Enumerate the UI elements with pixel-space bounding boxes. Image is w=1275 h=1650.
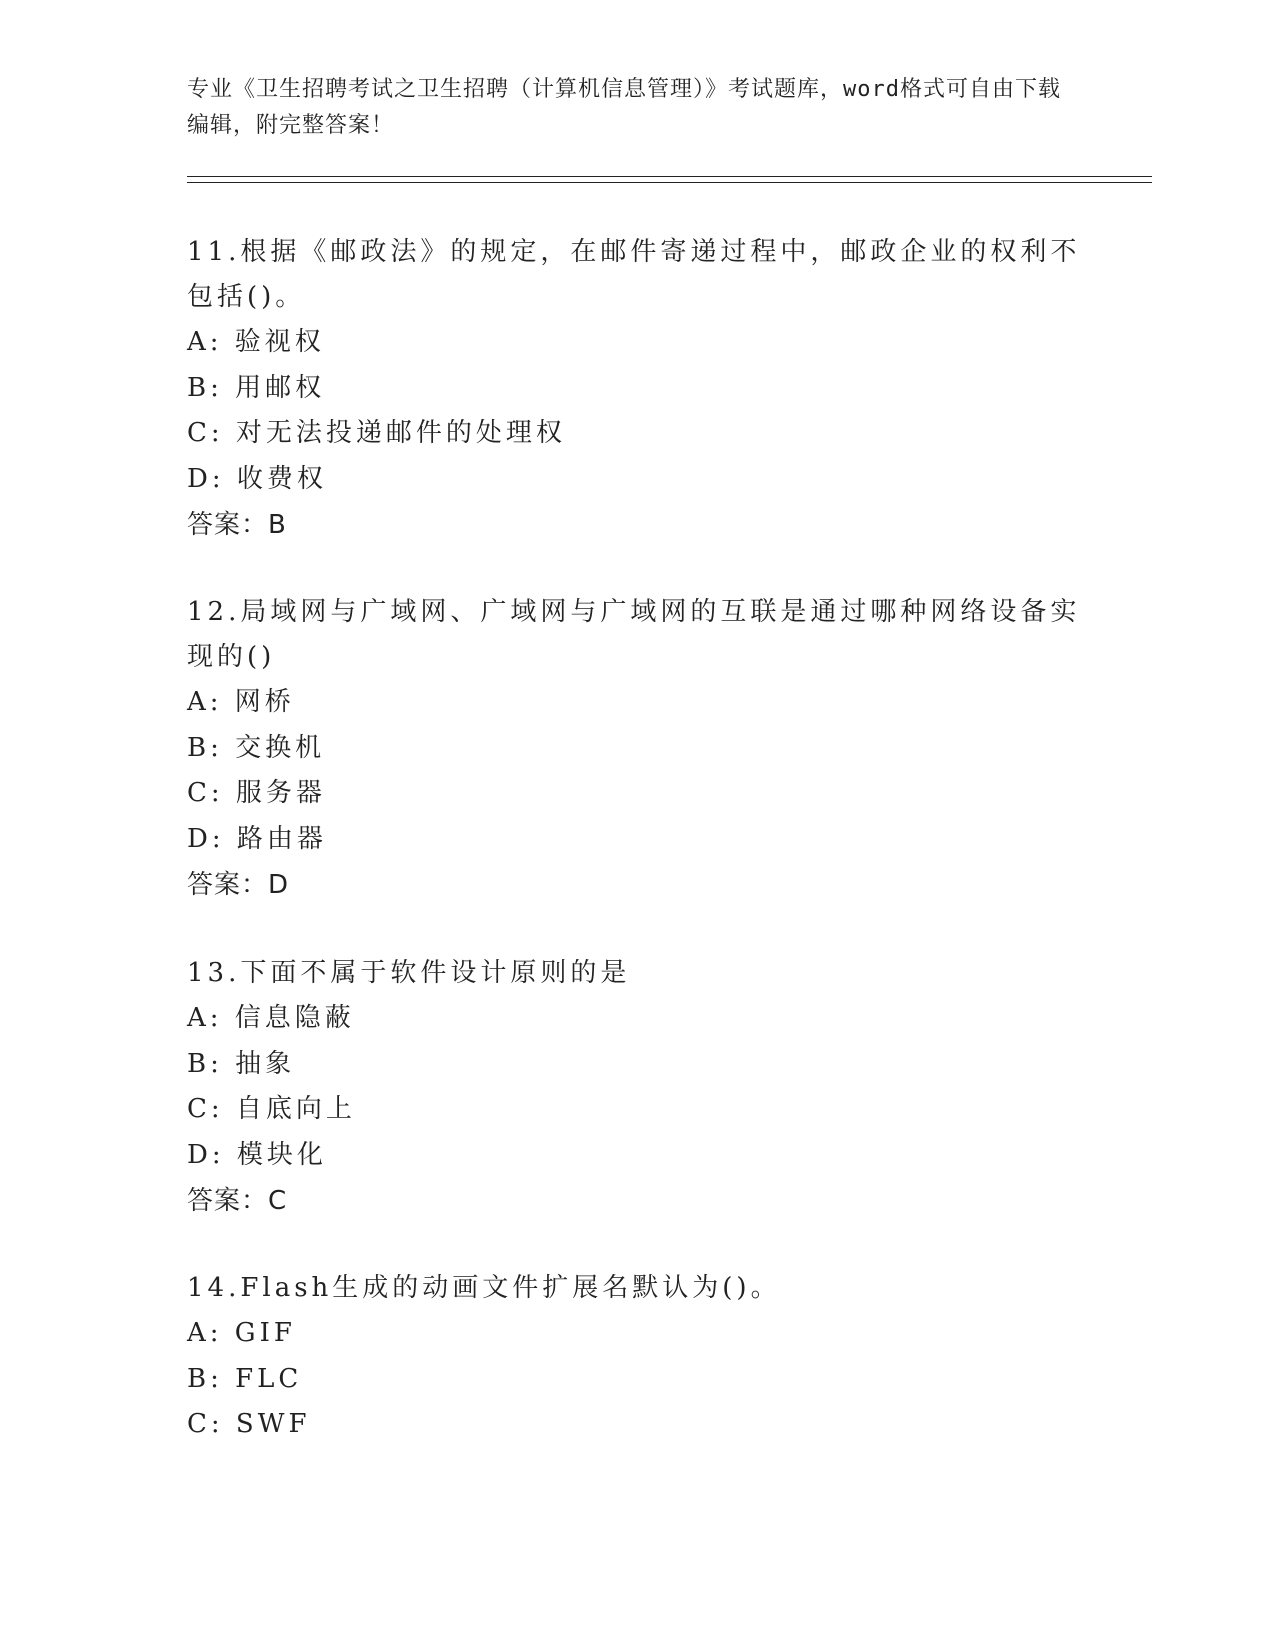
answer: 答案：B: [187, 510, 287, 540]
question-title: 11.根据《邮政法》的规定，在邮件寄递过程中，邮政企业的权利不包括()。: [187, 237, 1081, 312]
question-title: 13.下面不属于软件设计原则的是: [187, 958, 631, 988]
question-title: 14.Flash生成的动画文件扩展名默认为()。: [187, 1273, 781, 1303]
question-12: [187, 590, 1087, 908]
option-b: B: 交换机: [187, 732, 326, 763]
option-d: D: 收费权: [187, 463, 327, 494]
answer: 答案：D: [187, 870, 290, 900]
option-c: C: 对无法投递邮件的处理权: [187, 418, 566, 448]
option-c: C: 服务器: [187, 778, 326, 808]
header-divider-top: [187, 176, 1152, 177]
option-d: D: 模块化: [187, 1139, 327, 1170]
question-14: [187, 1266, 1087, 1448]
question-title: 12.局域网与广域网、广域网与广域网的互联是通过哪种网络设备实现的(): [187, 597, 1081, 672]
answer: 答案：C: [187, 1186, 288, 1216]
option-b: B: 用邮权: [187, 372, 326, 403]
option-d: D: 路由器: [187, 823, 327, 854]
option-b: B: FLC: [187, 1363, 303, 1394]
question-11: [187, 230, 1087, 548]
document-header: 专业《卫生招聘考试之卫生招聘（计算机信息管理）》考试题库，word格式可自由下载编辑，附完整答案！: [187, 77, 1061, 138]
option-a: A: 网桥: [187, 687, 295, 717]
option-a: A: 验视权: [187, 327, 325, 357]
option-a: A: 信息隐蔽: [187, 1003, 355, 1033]
header-divider-bottom: [187, 182, 1152, 183]
question-13: [187, 951, 1087, 1224]
option-b: B: 抽象: [187, 1048, 296, 1079]
option-c: C: SWF: [187, 1409, 311, 1439]
option-c: C: 自底向上: [187, 1094, 356, 1124]
option-a: A: GIF: [187, 1318, 296, 1348]
